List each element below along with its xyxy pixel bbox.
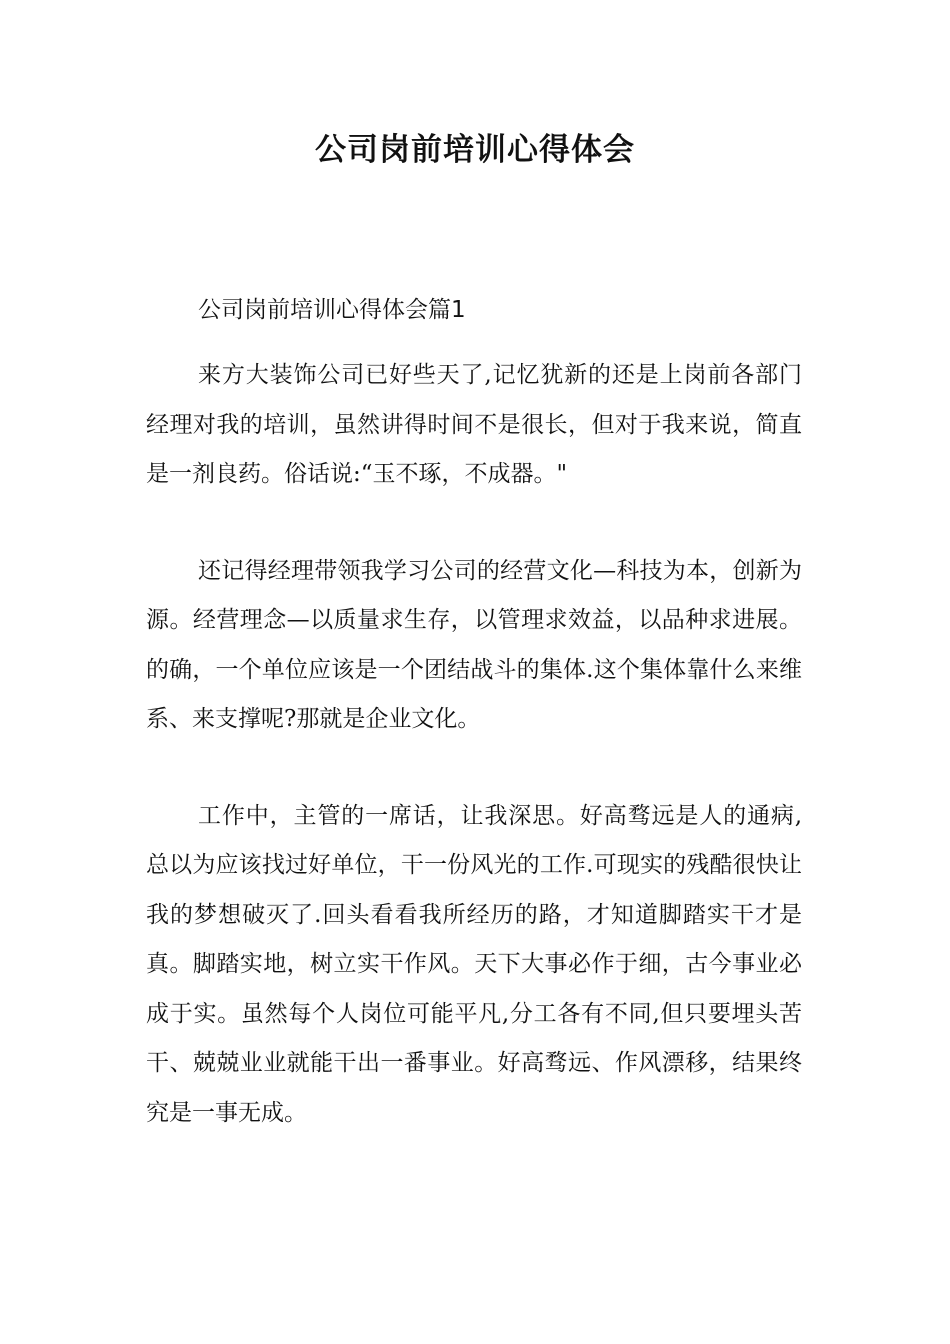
document-body: [146, 285, 802, 1138]
paragraph-3: 工作中，主管的一席话，让我深思。好高骛远是人的通病,总以为应该找过好单位，干一份风光的工作.可现实的残酷很快让我的梦想破灭了.回头看看我所经历的路，才知道脚踏实干才是真。脚踏实地，树立实干作风。天下大事必作于细，古今事业必成于实。虽然每个人岗位可能平凡,分工各有不同,但只要埋头苦干、兢兢业业就能干出一番事业。好高骛远、作风漂移，结果终究是一事无成。: [146, 802, 802, 1126]
section-heading: 公司岗前培训心得体会篇1: [198, 297, 466, 323]
paragraph-1: 来方大装饰公司已好些天了,记忆犹新的还是上岗前各部门经理对我的培训，虽然讲得时间不是很长，但对于我来说，简直是一剂良药。俗话说:“玉不琢，不成器。": [146, 362, 802, 487]
document-title: 公司岗前培训心得体会: [315, 132, 635, 168]
paragraph-2: 还记得经理带领我学习公司的经营文化—科技为本，创新为源。经营理念—以质量求生存，以管理求效益，以品种求进展。的确，一个单位应该是一个团结战斗的集体.这个集体靠什么来维系、来支撑呢?那就是企业文化。: [146, 557, 802, 732]
